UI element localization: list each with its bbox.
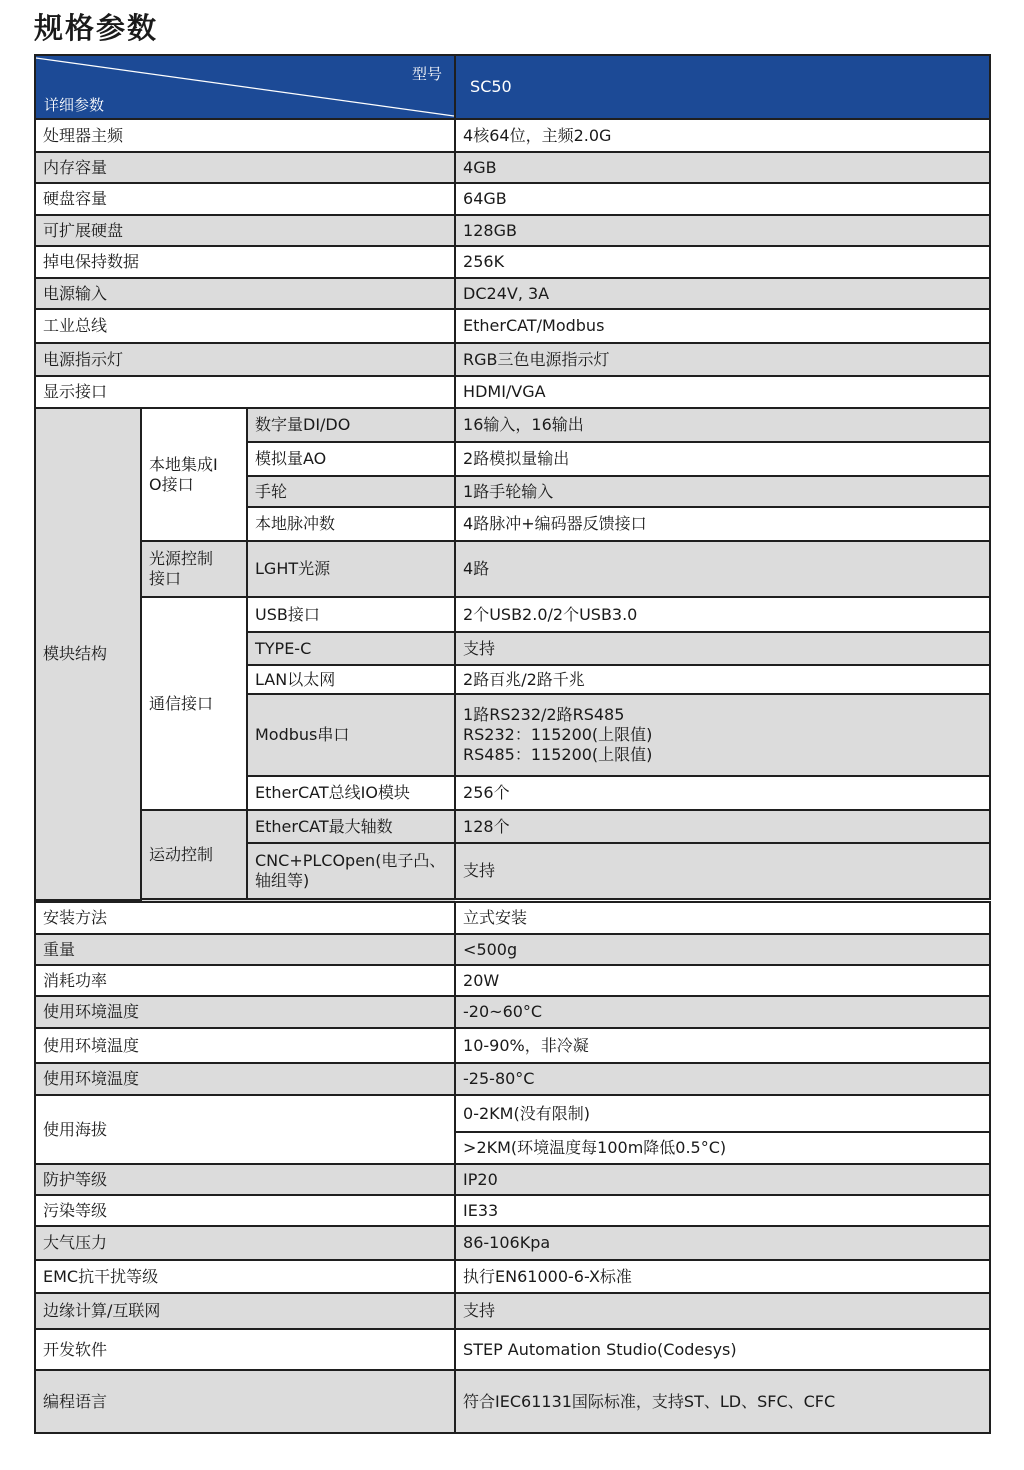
light-group: [141, 541, 247, 597]
table-row: [35, 408, 990, 442]
table-row: [35, 309, 990, 343]
row-label: 数字量DI/DO: [247, 408, 455, 442]
modbus-value-line: 1路RS232/2路RS485: [463, 705, 625, 724]
row-label: EtherCAT最大轴数: [247, 810, 455, 843]
table-row: [35, 152, 990, 183]
row-label: 电源指示灯: [35, 343, 455, 376]
header-model-label: 型号: [412, 65, 443, 83]
row-value: STEP Automation Studio(Codesys): [455, 1329, 990, 1370]
row-label: 编程语言: [35, 1370, 455, 1433]
local-io-group: [141, 408, 247, 541]
row-value: 64GB: [455, 183, 990, 215]
row-label: 模拟量AO: [247, 442, 455, 476]
row-value: 支持: [455, 843, 990, 899]
cnc-label-line1: CNC+PLCOpen(电子凸、: [255, 851, 446, 870]
header-model-value: SC50: [455, 55, 990, 119]
row-value: IE33: [455, 1195, 990, 1226]
table-row: [35, 1260, 990, 1293]
row-label: 内存容量: [35, 152, 455, 183]
row-label: 掉电保持数据: [35, 246, 455, 278]
row-label: 消耗功率: [35, 965, 455, 996]
row-label: 使用环境温度: [35, 996, 455, 1028]
module-label: 模块结构: [35, 408, 141, 900]
table-row: [35, 343, 990, 376]
table-row: [35, 1293, 990, 1329]
row-label: 大气压力: [35, 1226, 455, 1260]
row-value: -25-80°C: [455, 1063, 990, 1095]
table-header-row: [35, 55, 990, 119]
row-value: 128个: [455, 810, 990, 843]
table-row: [35, 934, 990, 965]
row-label: 手轮: [247, 476, 455, 507]
table-row: [35, 215, 990, 246]
row-label: 使用环境温度: [35, 1063, 455, 1095]
row-value: 128GB: [455, 215, 990, 246]
row-value: 256个: [455, 776, 990, 810]
table-row: [35, 1028, 990, 1063]
comm-group-label: 通信接口: [149, 693, 214, 713]
row-value: DC24V, 3A: [455, 278, 990, 309]
table-row: [35, 278, 990, 309]
header-detail-label: 详细参数: [44, 96, 105, 114]
table-row: [35, 1095, 990, 1132]
row-label: 使用环境温度: [35, 1028, 455, 1063]
row-value: IP20: [455, 1164, 990, 1195]
row-label: EtherCAT总线IO模块: [247, 776, 455, 810]
table-row: [35, 1370, 990, 1433]
comm-group: [141, 597, 247, 810]
spec-table: [34, 54, 991, 1434]
row-label: 开发软件: [35, 1329, 455, 1370]
row-value: 支持: [455, 1293, 990, 1329]
row-value: 立式安装: [455, 902, 990, 934]
row-label: LAN以太网: [247, 665, 455, 694]
table-row: [35, 376, 990, 408]
row-value: 10-90%，非冷凝: [455, 1028, 990, 1063]
row-label: 硬盘容量: [35, 183, 455, 215]
row-label: TYPE-C: [247, 632, 455, 665]
row-value: 支持: [455, 632, 990, 665]
row-value: 符合IEC61131国际标准，支持ST、LD、SFC、CFC: [455, 1370, 990, 1433]
row-label: 重量: [35, 934, 455, 965]
row-label: 可扩展硬盘: [35, 215, 455, 246]
modbus-value-line: RS485：115200(上限值): [463, 745, 653, 764]
table-row: [35, 965, 990, 996]
row-value: 1路手轮输入: [455, 476, 990, 507]
row-label: EMC抗干扰等级: [35, 1260, 455, 1293]
table-row: [35, 996, 990, 1028]
row-value: -20~60°C: [455, 996, 990, 1028]
row-label: 使用海拔: [35, 1095, 455, 1164]
header-diagonal-cell: [35, 55, 455, 119]
row-value: 0-2KM(没有限制): [455, 1095, 990, 1132]
row-value: 4GB: [455, 152, 990, 183]
row-label: 安装方法: [35, 902, 455, 934]
row-value: >2KM(环境温度每100m降低0.5°C): [455, 1132, 990, 1164]
page-title: 规格参数: [34, 11, 159, 45]
motion-group-label: 运动控制: [149, 844, 214, 864]
table-row: [35, 1063, 990, 1095]
row-value: 4路: [455, 541, 990, 597]
cnc-label-line2: 轴组等): [255, 871, 310, 890]
row-label: 电源输入: [35, 278, 455, 309]
row-label: 本地脉冲数: [247, 507, 455, 541]
table-row: [35, 541, 990, 597]
row-value: 2路模拟量输出: [455, 442, 990, 476]
row-label: 污染等级: [35, 1195, 455, 1226]
row-value: 2个USB2.0/2个USB3.0: [455, 597, 990, 632]
table-row: [35, 597, 990, 632]
table-row: [35, 810, 990, 843]
row-value: HDMI/VGA: [455, 376, 990, 408]
row-value: 2路百兆/2路千兆: [455, 665, 990, 694]
row-value: 256K: [455, 246, 990, 278]
row-label: 处理器主频: [35, 119, 455, 152]
table-row: [35, 1226, 990, 1260]
row-value: 20W: [455, 965, 990, 996]
table-row: [35, 183, 990, 215]
row-value: <500g: [455, 934, 990, 965]
row-value: EtherCAT/Modbus: [455, 309, 990, 343]
row-label: 边缘计算/互联网: [35, 1293, 455, 1329]
row-value: 86-106Kpa: [455, 1226, 990, 1260]
row-label: 显示接口: [35, 376, 455, 408]
modbus-value-cell: [455, 694, 990, 776]
row-label: USB接口: [247, 597, 455, 632]
modbus-value-line: RS232：115200(上限值): [463, 725, 653, 744]
row-label: 工业总线: [35, 309, 455, 343]
light-group-line2: 接口: [149, 569, 182, 588]
row-value: 执行EN61000-6-X标准: [455, 1260, 990, 1293]
table-row: [35, 1329, 990, 1370]
cnc-label-cell: [247, 843, 455, 899]
light-group-line1: 光源控制: [149, 549, 214, 568]
table-row: [35, 1195, 990, 1226]
table-row: [35, 119, 990, 152]
row-value: 16输入，16输出: [455, 408, 990, 442]
table-row: [35, 1164, 990, 1195]
row-label: LGHT光源: [247, 541, 455, 597]
row-value: RGB三色电源指示灯: [455, 343, 990, 376]
row-value: 4路脉冲+编码器反馈接口: [455, 507, 990, 541]
row-label: 防护等级: [35, 1164, 455, 1195]
row-label: Modbus串口: [247, 694, 455, 776]
local-io-group-label: 本地集成IO接口: [149, 454, 218, 494]
motion-group: [141, 810, 247, 899]
row-value: 4核64位，主频2.0G: [455, 119, 990, 152]
table-row: [35, 246, 990, 278]
table-row: [35, 902, 990, 934]
